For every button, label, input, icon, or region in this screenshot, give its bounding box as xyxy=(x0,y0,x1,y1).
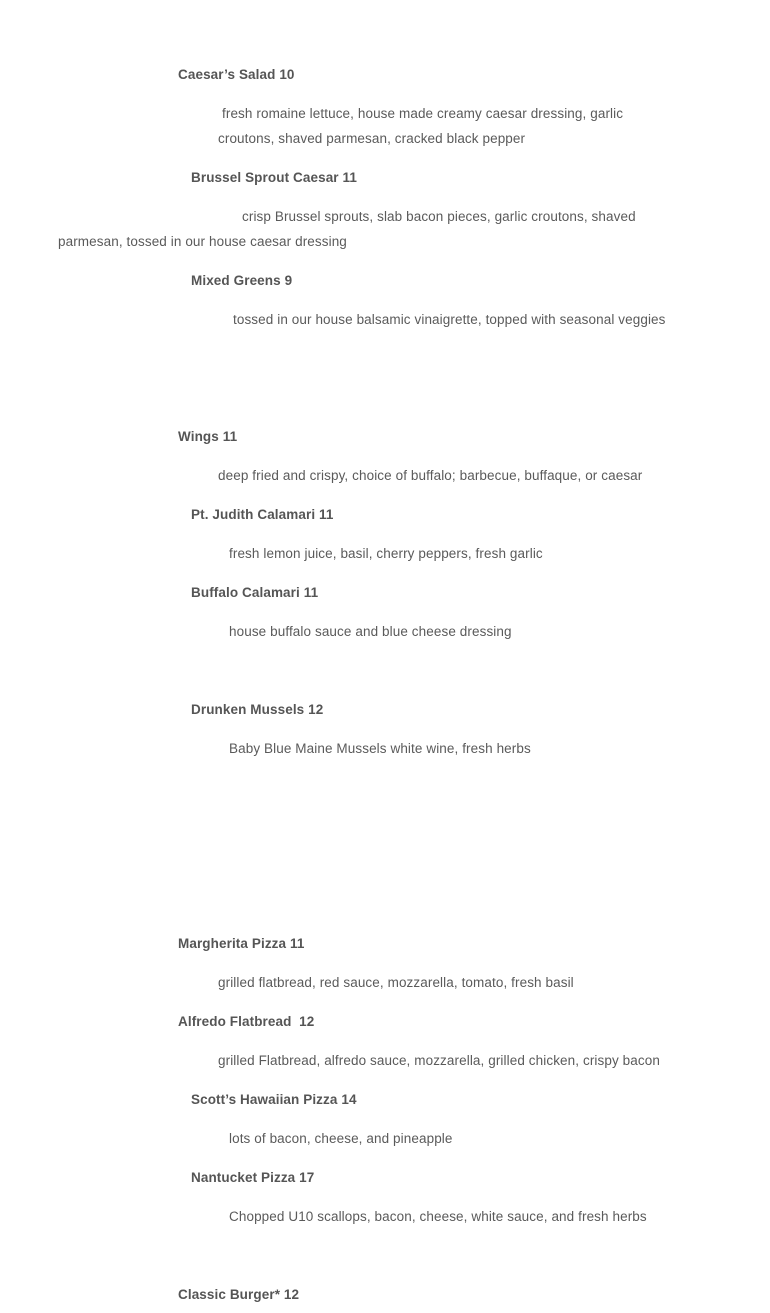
menu-item-desc-wings: deep fried and crispy, choice of buffalo; barbecue, buffaque, or caesar xyxy=(218,468,643,483)
menu-item-desc-mixed-greens: tossed in our house balsamic vinaigrette, topped with seasonal veggies xyxy=(233,312,666,327)
menu-item-title-scotts-hawaiian-pizza: Scott’s Hawaiian Pizza 14 xyxy=(191,1092,357,1107)
menu-item-title-caesar-salad: Caesar’s Salad 10 xyxy=(178,67,295,82)
menu-item-desc-caesar-salad-line1: fresh romaine lettuce, house made creamy caesar dressing, garlic xyxy=(222,106,624,121)
menu-item-title-classic-burger: Classic Burger* 12 xyxy=(178,1287,300,1302)
menu-item-desc-buffalo-calamari: house buffalo sauce and blue cheese dressing xyxy=(229,624,512,639)
menu-item-title-pt-judith-calamari: Pt. Judith Calamari 11 xyxy=(191,507,334,522)
menu-item-title-mixed-greens: Mixed Greens 9 xyxy=(191,273,293,288)
menu-item-title-wings: Wings 11 xyxy=(178,429,238,444)
menu-item-title-margherita-pizza: Margherita Pizza 11 xyxy=(178,936,305,951)
menu-item-title-buffalo-calamari: Buffalo Calamari 11 xyxy=(191,585,319,600)
menu-item-desc-brussel-sprout-caesar-line2: parmesan, tossed in our house caesar dressing xyxy=(58,234,347,249)
menu-item-title-brussel-sprout-caesar: Brussel Sprout Caesar 11 xyxy=(191,170,357,185)
menu-item-title-nantucket-pizza: Nantucket Pizza 17 xyxy=(191,1170,315,1185)
menu-item-desc-caesar-salad-line2: croutons, shaved parmesan, cracked black pepper xyxy=(218,131,526,146)
menu-item-desc-margherita-pizza: grilled flatbread, red sauce, mozzarella, tomato, fresh basil xyxy=(218,975,574,990)
menu-item-desc-nantucket-pizza: Chopped U10 scallops, bacon, cheese, white sauce, and fresh herbs xyxy=(229,1209,647,1224)
menu-item-desc-drunken-mussels: Baby Blue Maine Mussels white wine, fresh herbs xyxy=(229,741,531,756)
menu-item-desc-brussel-sprout-caesar-line1: crisp Brussel sprouts, slab bacon pieces, garlic croutons, shaved xyxy=(242,209,636,224)
menu-item-desc-scotts-hawaiian-pizza: lots of bacon, cheese, and pineapple xyxy=(229,1131,453,1146)
menu-item-title-alfredo-flatbread: Alfredo Flatbread 12 xyxy=(178,1014,315,1029)
menu-item-desc-pt-judith-calamari: fresh lemon juice, basil, cherry peppers, fresh garlic xyxy=(229,546,543,561)
menu-item-desc-alfredo-flatbread: grilled Flatbread, alfredo sauce, mozzarella, grilled chicken, crispy bacon xyxy=(218,1053,660,1068)
menu-item-title-drunken-mussels: Drunken Mussels 12 xyxy=(191,702,324,717)
